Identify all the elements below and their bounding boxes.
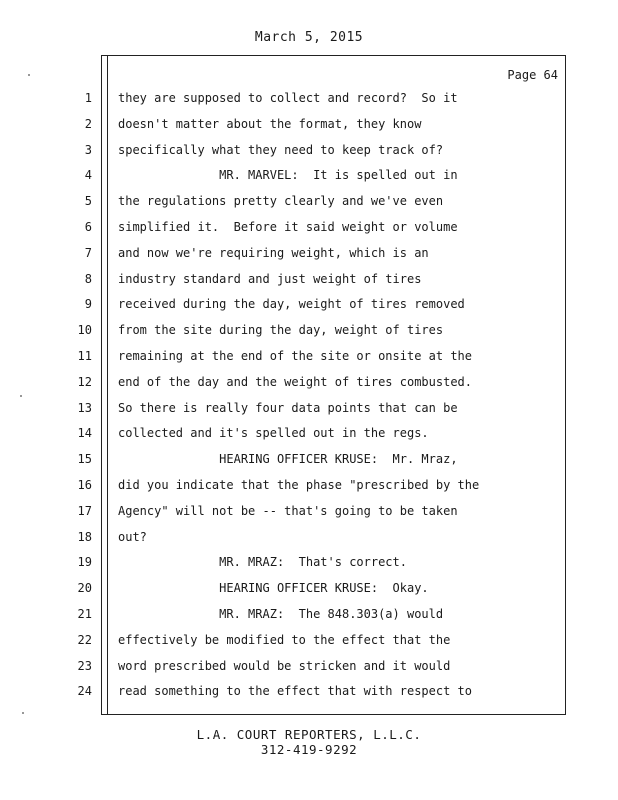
- transcript-line: received during the day, weight of tires removed: [118, 297, 465, 312]
- transcript-line: they are supposed to collect and record? So it: [118, 91, 458, 105]
- transcript-line: word prescribed would be stricken and it would: [118, 658, 451, 673]
- line-number: 10: [77, 323, 92, 338]
- transcript-line: end of the day and the weight of tires combusted.: [118, 374, 473, 389]
- margin-rule: [107, 55, 108, 715]
- transcript-line: HEARING OFFICER KRUSE: Okay.: [118, 581, 429, 596]
- transcript-line: did you indicate that the phase "prescribed by the: [118, 477, 480, 492]
- line-number: 21: [77, 606, 92, 621]
- scan-speck: [20, 395, 22, 397]
- line-number: 6: [84, 219, 92, 234]
- scan-speck: [28, 74, 30, 76]
- line-number: 24: [77, 684, 92, 699]
- line-number: 23: [77, 658, 92, 673]
- line-number: 3: [84, 142, 92, 157]
- transcript-line: MR. MARVEL: It is spelled out in: [118, 168, 458, 183]
- line-number: 4: [84, 168, 92, 183]
- transcript-line: specifically what they need to keep track of?: [118, 142, 444, 157]
- transcript-line: remaining at the end of the site or onsite at the: [118, 348, 473, 363]
- transcript-line: simplified it. Before it said weight or volume: [118, 219, 458, 234]
- line-number: 13: [77, 400, 92, 415]
- line-number: 11: [77, 348, 92, 363]
- transcript-line: industry standard and just weight of tires: [118, 271, 422, 286]
- line-number: 7: [84, 245, 92, 260]
- transcript-line: MR. MRAZ: That's correct.: [118, 555, 407, 570]
- line-number: 14: [77, 426, 92, 441]
- line-number: 17: [77, 503, 92, 518]
- line-number: 2: [84, 116, 92, 131]
- transcript-line: HEARING OFFICER KRUSE: Mr. Mraz,: [118, 452, 458, 467]
- line-number: 5: [84, 194, 92, 209]
- transcript-body: [118, 89, 558, 708]
- line-number: 18: [77, 529, 92, 544]
- transcript-line: Agency" will not be -- that's going to be taken: [118, 503, 458, 518]
- transcript-line: effectively be modified to the effect that the: [118, 632, 451, 647]
- line-number: 19: [77, 555, 92, 570]
- transcript-line: from the site during the day, weight of tires: [118, 323, 444, 338]
- reporter-phone: 312-419-9292: [260, 742, 358, 757]
- page-number: Page 64: [507, 68, 558, 82]
- court-reporter-footer: [0, 727, 618, 757]
- transcript-line: doesn't matter about the format, they know: [118, 116, 422, 131]
- reporter-company: L.A. COURT REPORTERS, L.L.C.: [196, 727, 422, 742]
- transcript-line: and now we're requiring weight, which is an: [118, 245, 429, 260]
- transcript-line: read something to the effect that with respect to: [118, 684, 473, 699]
- line-number: 12: [77, 374, 92, 389]
- line-number: 22: [77, 632, 92, 647]
- line-number: 8: [84, 271, 92, 286]
- transcript-date-header: March 5, 2015: [254, 30, 364, 45]
- line-number-column: [60, 89, 92, 708]
- line-number: 20: [77, 581, 92, 596]
- line-number: 9: [84, 297, 92, 312]
- transcript-line: the regulations pretty clearly and we've even: [118, 194, 444, 209]
- line-number: 1: [84, 91, 92, 105]
- line-number: 15: [77, 452, 92, 467]
- transcript-line: collected and it's spelled out in the regs.: [118, 426, 429, 441]
- transcript-line: out?: [118, 529, 147, 544]
- scan-speck: [22, 712, 24, 714]
- transcript-line: So there is really four data points that can be: [118, 400, 458, 415]
- transcript-line: MR. MRAZ: The 848.303(a) would: [118, 606, 444, 621]
- line-number: 16: [77, 477, 92, 492]
